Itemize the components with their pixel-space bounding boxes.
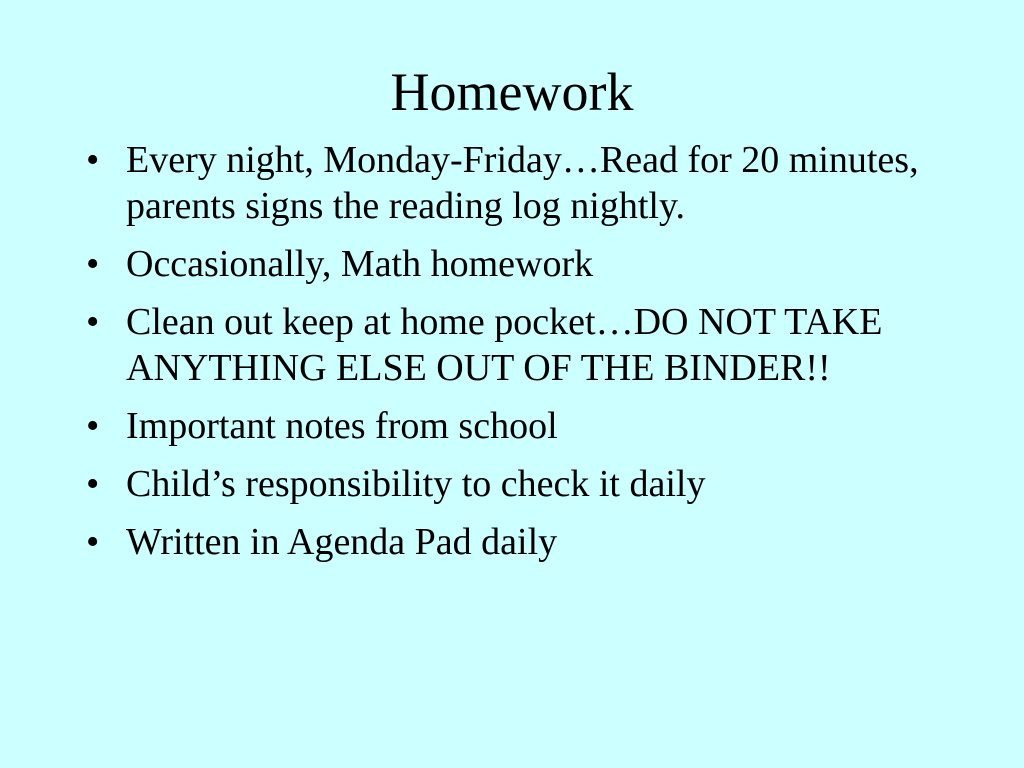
bullet-marker: •: [86, 139, 100, 181]
bullet-item: [84, 519, 934, 565]
bullet-list: [84, 137, 934, 577]
bullet-text: Child’s responsibility to check it daily: [126, 463, 706, 505]
bullet-item: [84, 241, 934, 287]
bullet-marker: •: [86, 243, 100, 285]
bullet-marker: •: [86, 463, 100, 505]
bullet-text: Every night, Monday-Friday…Read for 20 minutes, parents signs the reading log nightly.: [126, 139, 919, 227]
bullet-text: Written in Agenda Pad daily: [126, 521, 558, 563]
bullet-marker: •: [86, 301, 100, 343]
bullet-text: Occasionally, Math homework: [126, 243, 594, 285]
bullet-item: [84, 137, 934, 229]
bullet-marker: •: [86, 521, 100, 563]
bullet-item: [84, 299, 934, 391]
bullet-text: Clean out keep at home pocket…DO NOT TAKE ANYTHING ELSE OUT OF THE BINDER!!: [126, 301, 883, 389]
bullet-item: [84, 461, 934, 507]
bullet-marker: •: [86, 405, 100, 447]
slide-title: Homework: [390, 62, 634, 122]
bullet-item: [84, 403, 934, 449]
bullet-text: Important notes from school: [126, 405, 558, 447]
